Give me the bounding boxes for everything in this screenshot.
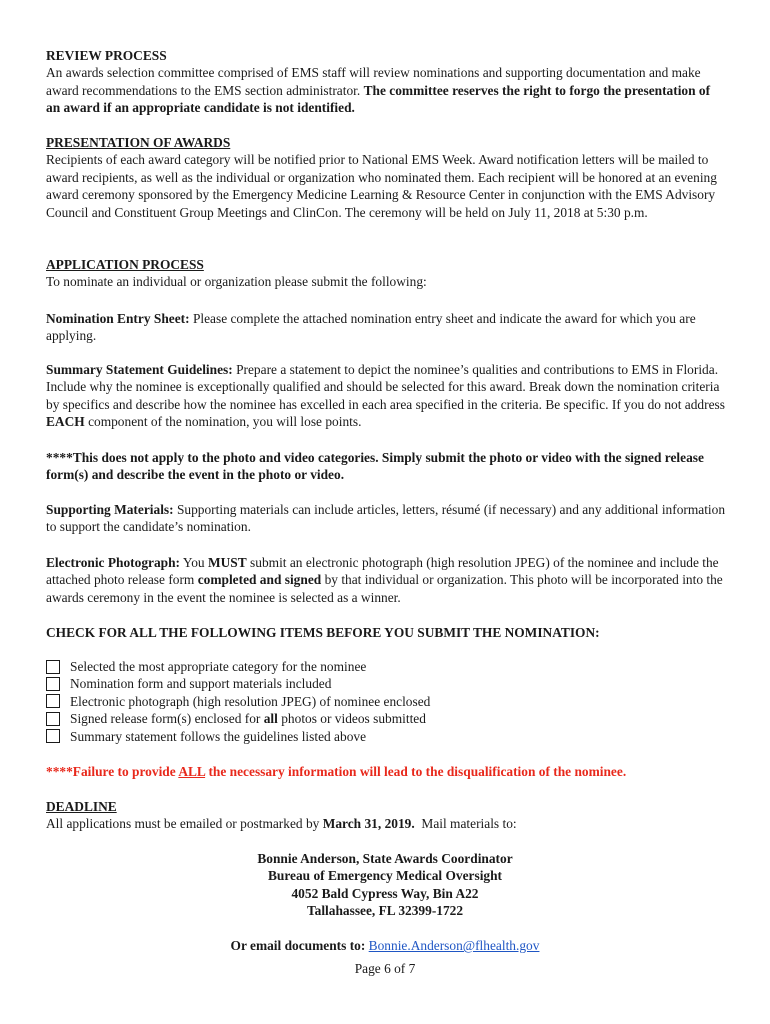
- checkbox[interactable]: [46, 729, 60, 743]
- application-section: [46, 256, 726, 291]
- checkbox[interactable]: [46, 712, 60, 726]
- deadline-heading: DEADLINE: [46, 799, 117, 814]
- checklist-item: Electronic photograph (high resolution JPEG) of nominee enclosed: [46, 693, 726, 710]
- electronic-paragraph: Electronic Photograph: You MUST submit an electronic photograph (high resolution JPEG) of the nominee and include the attached photo release form completed and signed by that individual or organization. This photo will be incorporated into the awards ceremony in the event the nominee is selected as a winner.: [46, 555, 723, 605]
- checkbox[interactable]: [46, 677, 60, 691]
- checkbox[interactable]: [46, 660, 60, 674]
- deadline-section: [46, 798, 726, 833]
- checklist-item: Signed release form(s) enclosed for all photos or videos submitted: [46, 710, 726, 727]
- checklist-item: Summary statement follows the guidelines listed above: [46, 728, 726, 745]
- checklist: [46, 658, 726, 745]
- review-paragraph: An awards selection committee comprised of EMS staff will review nominations and supporting documentation and make award recommendations to the EMS section administrator. The committee reserves the right to forgo the presentation of an award if an appropriate candidate is not identified.: [46, 65, 711, 116]
- photo-note: ****This does not apply to the photo and video categories. Simply submit the photo or video with the signed release form(s) and describe the event in the photo or video.: [46, 450, 704, 483]
- page-number: Page 6 of 7: [354, 961, 416, 976]
- checklist-heading: CHECK FOR ALL THE FOLLOWING ITEMS BEFORE YOU SUBMIT THE NOMINATION:: [46, 625, 600, 640]
- checklist-item: Nomination form and support materials included: [46, 675, 726, 692]
- application-heading: APPLICATION PROCESS: [46, 257, 204, 272]
- review-section: [46, 47, 726, 117]
- checklist-item: Selected the most appropriate category for the nominee: [46, 658, 726, 675]
- summary-paragraph: Summary Statement Guidelines: Prepare a statement to depict the nominee’s qualities and contributions to EMS in Florida. Include why the nominee is exceptionally qualified and should be selected for this award. Break down the nomination criteria by specifics and describe how the nominee has excelled in each area specified in the criteria. Be specific. If you do not address EACH component of the nomination, you will lose points.: [46, 362, 725, 430]
- presentation-heading: PRESENTATION OF AWARDS: [46, 135, 231, 150]
- email-line: Or email documents to: Bonnie.Anderson@flhealth.gov: [230, 938, 540, 953]
- presentation-paragraph: Recipients of each award category will be notified prior to National EMS Week. Award notification letters will be mailed to award recipients, as well as the individual or organization who nominated them. Each recipient will be honored at an evening award ceremony sponsored by the Emergency Medicine Learning & Resource Center in conjunction with the EMS Advisory Council and Constituent Group Meetings and ClinCon. The ceremony will be held on July 11, 2018 at 5:30 p.m.: [46, 152, 717, 220]
- nomination-entry-paragraph: Nomination Entry Sheet: Please complete the attached nomination entry sheet and indicate the award for which you are applying.: [46, 311, 696, 344]
- deadline-paragraph: All applications must be emailed or postmarked by March 31, 2019. Mail materials to:: [46, 816, 517, 832]
- email-link[interactable]: Bonnie.Anderson@flhealth.gov: [368, 938, 540, 953]
- presentation-section: [46, 134, 726, 221]
- checkbox[interactable]: [46, 694, 60, 708]
- failure-warning: ****Failure to provide ALL the necessary information will lead to the disqualification of the nominee.: [46, 764, 627, 779]
- application-intro: To nominate an individual or organization please submit the following:: [46, 274, 427, 290]
- mailing-address: Bonnie Anderson, State Awards Coordinator Bureau of Emergency Medical Oversight 4052 Bald Cypress Way, Bin A22 Tallahassee, FL 32399-1722: [257, 851, 513, 919]
- supporting-paragraph: Supporting Materials: Supporting materials can include articles, letters, résumé (if necessary) and any additional information to support the candidate’s nomination.: [46, 502, 726, 535]
- review-heading: REVIEW PROCESS: [46, 48, 167, 63]
